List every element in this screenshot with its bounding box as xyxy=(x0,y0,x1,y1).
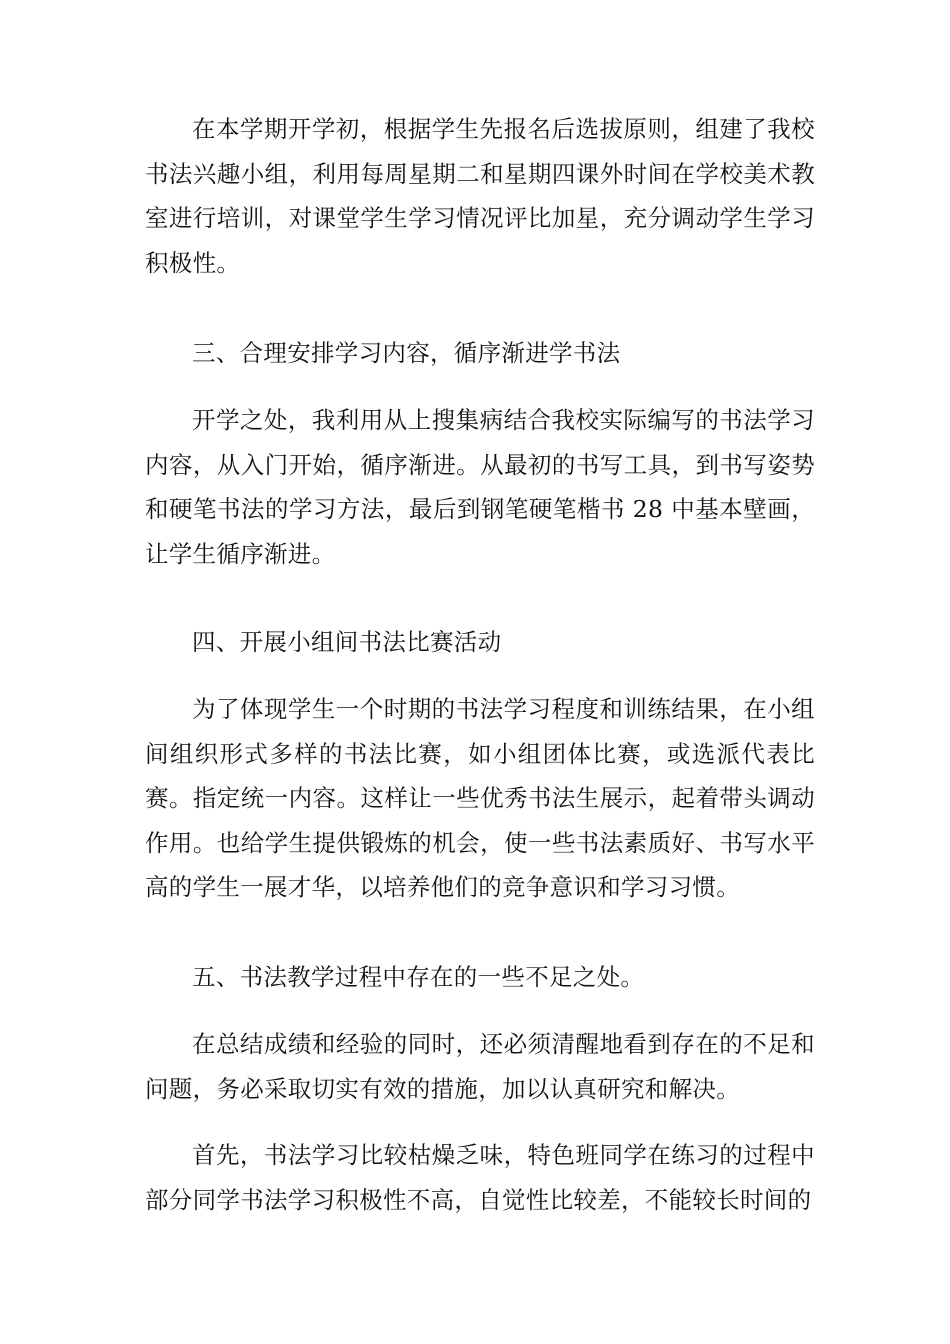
heading-section-4: 四、开展小组间书法比赛活动 xyxy=(192,628,502,656)
paragraph-first-issue: 首先，书法学习比较枯燥乏味，特色班同学在练习的过程中部分同学书法学习积极性不高，自觉性比较差，不能较长时间的 xyxy=(145,1141,815,1214)
paragraph-interest-group: 在本学期开学初，根据学生先报名后选拔原则，组建了我校书法兴趣小组，利用每周星期二和星期四课外时间在学校美术教室进行培训，对课堂学生学习情况评比加星，充分调动学生学习积极性。 xyxy=(145,115,815,277)
paragraph-shortcomings: 在总结成绩和经验的同时，还必须清醒地看到存在的不足和问题，务必采取切实有效的措施，加以认真研究和解决。 xyxy=(145,1030,815,1103)
heading-section-3: 三、合理安排学习内容，循序渐进学书法 xyxy=(192,339,621,367)
heading-section-5: 五、书法教学过程中存在的一些不足之处。 xyxy=(192,963,645,991)
paragraph-learning-content: 开学之处，我利用从上搜集病结合我校实际编写的书法学习内容，从入门开始，循序渐进。从最初的书写工具，到书写姿势和硬笔书法的学习方法，最后到钢笔硬笔楷书 28 中基本壁画，让学生循序渐进。 xyxy=(145,406,815,568)
paragraph-competitions: 为了体现学生一个时期的书法学习程度和训练结果，在小组间组织形式多样的书法比赛，如小组团体比赛，或选派代表比赛。指定统一内容。这样让一些优秀书法生展示，起着带头调动作用。也给学生提供锻炼的机会，使一些书法素质好、书写水平高的学生一展才华，以培养他们的竞争意识和学习习惯。 xyxy=(145,695,815,901)
